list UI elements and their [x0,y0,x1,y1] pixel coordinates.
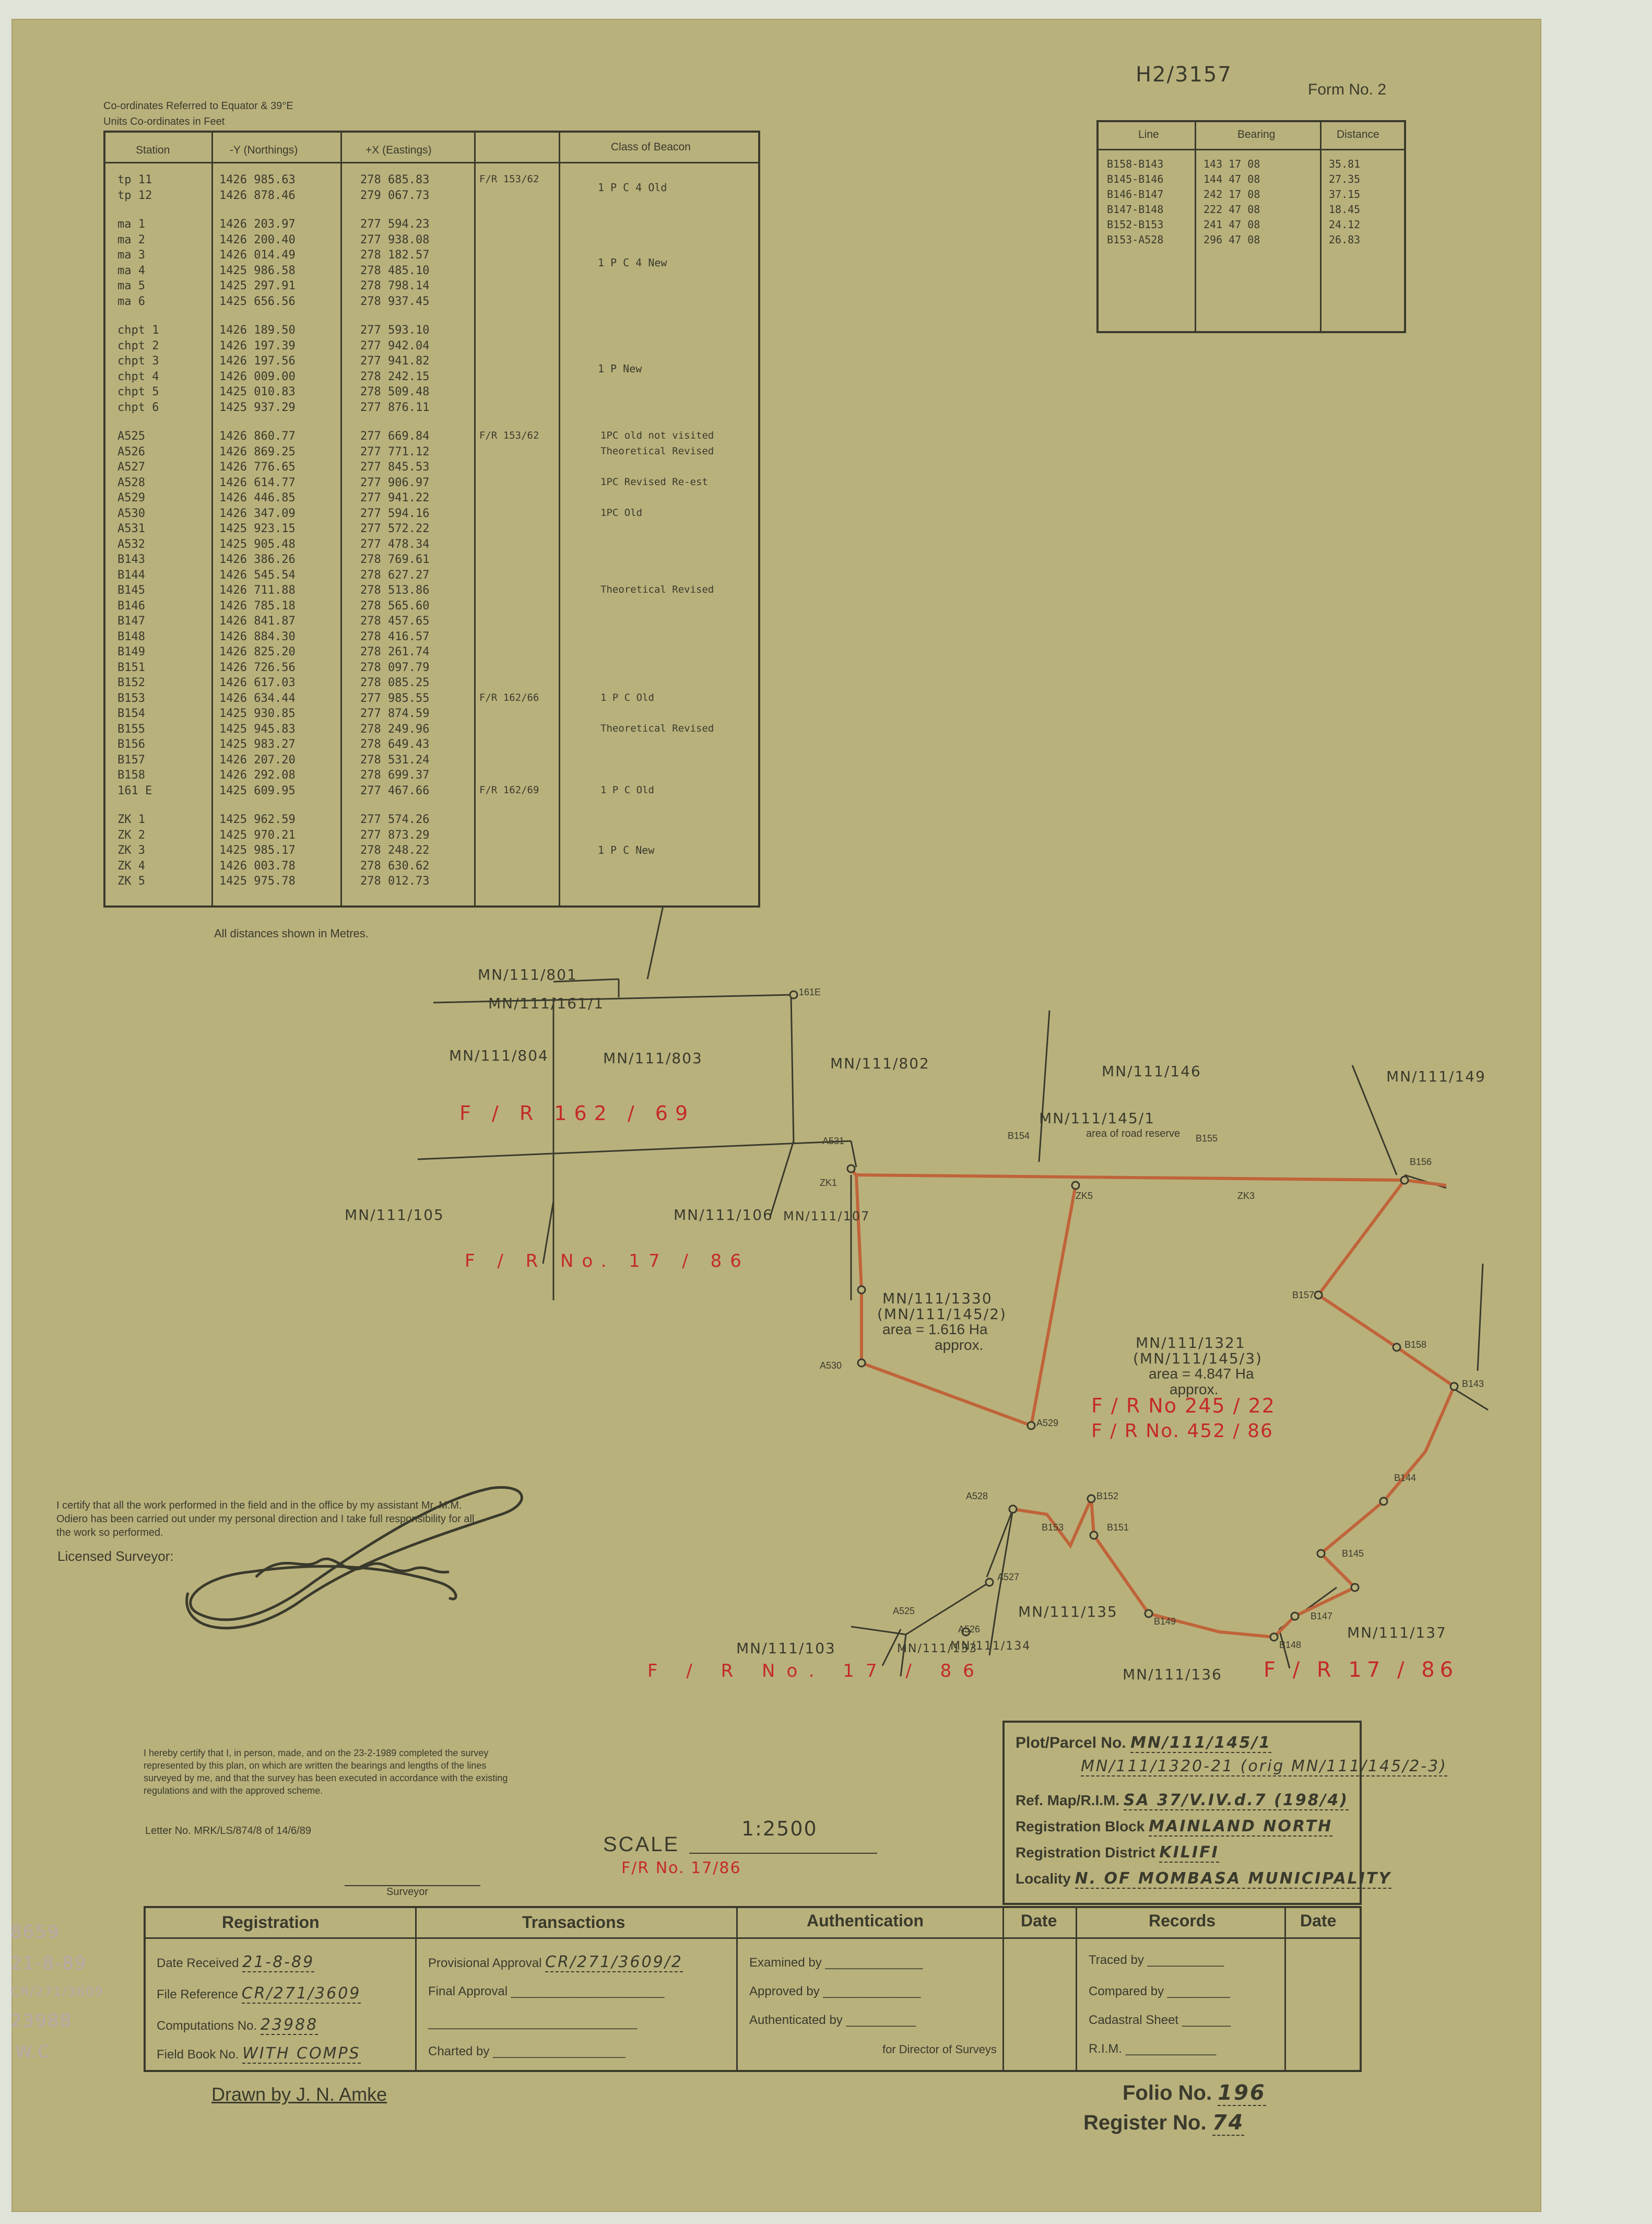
station-cell: ZK 1 [117,813,145,826]
station-cell: B149 [117,645,145,658]
easting-cell: 278 509.48 [360,385,430,398]
date-title-2: Date [1300,1911,1337,1930]
parcel-label: MN/111/804 [449,1047,549,1064]
station-cell: ZK 2 [117,829,145,842]
station-cell: ma 5 [117,279,145,292]
col-header-class: Class of Beacon [611,141,691,153]
station-cell: 161 E [117,784,152,797]
parcel-label: MN/111/1321 [1136,1334,1246,1351]
beacon-label: A528 [966,1491,988,1501]
charted-by-row: Charted by ___________________ [428,2044,626,2058]
easting-cell: 277 941.82 [360,355,430,368]
station-cell: ma 4 [117,264,145,277]
station-cell: A527 [117,461,145,474]
reference-cell: F/R 153/62 [479,173,539,185]
parcel-label: MN/111/136 [1123,1666,1222,1683]
beacon-label: ZK1 [820,1178,837,1188]
beacon-label: ZK3 [1237,1191,1255,1201]
fr-label: F / R No. 17 / 86 [465,1251,750,1272]
final-approval-row: Final Approval ______________________ [428,1984,665,1998]
area-label: area = 4.847 Ha [1149,1366,1254,1382]
beacon-label: A526 [958,1624,981,1634]
distance-cell: 26.83 [1329,233,1361,246]
easting-cell: 277 938.08 [360,233,430,246]
northing-cell: 1425 985.17 [219,844,296,857]
easting-cell: 278 649.43 [360,738,430,751]
parcel-label: MN/111/134 [950,1640,1031,1653]
easting-cell: 277 594.16 [360,507,430,520]
plot-parcel-row2: MN/111/1320-21 (orig MN/111/145/2-3) [1081,1757,1447,1775]
approx-label: approx. [1170,1381,1219,1397]
parcel-label: MN/111/135 [1018,1603,1118,1620]
beacon-class-cell: 1 P C New [598,844,655,856]
beacon-label: B155 [1196,1133,1218,1144]
beacon-class-cell: Theoretical Revised [600,723,714,734]
bearing-cell: 222 47 08 [1203,203,1260,216]
station-cell: B143 [117,553,145,566]
beacon-label: A531 [822,1136,845,1146]
easting-cell: 277 771.12 [360,445,430,458]
plot-parcel-row: Plot/Parcel No. MN/111/145/1 [1016,1734,1272,1752]
distance-cell: 18.45 [1329,203,1361,216]
col-header-eastings: +X (Eastings) [365,144,432,156]
northing-cell: 1426 985.63 [219,173,296,186]
line-cell: B158-B143 [1107,158,1164,170]
station-cell: B152 [117,676,145,689]
line-cell: B145-B146 [1107,173,1164,185]
folio-number-row: Folio No. 196 [1123,2081,1266,2105]
beacon-label: B143 [1462,1379,1484,1389]
beacon-class-cell: 1PC Revised Re-est [600,476,708,488]
northing-cell: 1425 983.27 [219,738,296,751]
distance-cell: 37.15 [1329,188,1361,201]
station-cell: B154 [117,707,145,720]
station-cell: ZK 3 [117,844,145,857]
northing-cell: 1426 869.25 [219,445,296,458]
authentication-title: Authentication [807,1911,924,1930]
beacon-label: B149 [1154,1616,1176,1627]
northing-cell: 1426 292.08 [219,769,296,782]
easting-cell: 278 769.61 [360,553,430,566]
table-rule [1076,1906,1077,2070]
station-cell: B153 [117,692,145,705]
station-cell: ZK 5 [117,875,145,888]
northing-cell: 1425 937.29 [219,401,296,414]
northing-cell: 1425 905.48 [219,538,296,551]
parcel-label: MN/111/801 [478,966,577,983]
fr-label: F / R No. 17 / 86 [647,1661,986,1681]
examined-by-row: Examined by ______________ [749,1956,923,1970]
beacon-label: B152 [1096,1491,1119,1501]
table-rule [415,1906,417,2070]
line-cell: B146-B147 [1107,188,1164,201]
surveyor-certificate: I certify that all the work performed in the field and in the office by my assistant Mr. M.M. Odiero has been carried out under my personal direction and I take full responsibility for all the work so performed. [56,1500,475,1538]
easting-cell: 278 457.65 [360,615,430,628]
margin-note: 21-8-89 [10,1953,87,1974]
margin-note: CR/271/3609 [10,1984,104,1999]
beacon-class-cell: 1 P New [598,362,642,375]
ref-map-row: Ref. Map/R.I.M. SA 37/V.IV.d.7 (198/4) [1016,1791,1349,1809]
beacon-class-cell: 1PC old not visited [600,430,714,441]
surveyor-signature [167,1473,533,1650]
parcel-label: MN/111/1330 [882,1290,993,1307]
station-cell: A530 [117,507,145,520]
easting-cell: 278 085.25 [360,676,430,689]
margin-note: 23988 [10,2010,73,2031]
northing-cell: 1426 545.54 [219,569,296,582]
approved-by-row: Approved by ______________ [749,1984,921,1998]
fr-label: F / R No 245 / 22 [1091,1394,1276,1417]
beacon-label: 161E [799,987,821,997]
easting-cell: 277 669.84 [360,430,430,443]
bearing-cell: 143 17 08 [1203,158,1260,170]
northing-cell: 1425 945.83 [219,723,296,736]
northing-cell: 1426 878.46 [219,189,296,202]
northing-cell: 1426 003.78 [219,860,296,873]
computations-row: Computations No. 23988 [157,2016,318,2034]
table-rule [736,1906,738,2070]
easting-cell: 279 067.73 [360,189,430,202]
road-reserve-note: area of road reserve [1086,1128,1181,1139]
northing-cell: 1425 297.91 [219,279,296,292]
beacon-label: B151 [1107,1522,1129,1533]
beacon-label: B154 [1008,1131,1030,1141]
beacon-class-cell: Theoretical Revised [600,584,714,595]
station-cell: B144 [117,569,145,582]
easting-cell: 278 249.96 [360,723,430,736]
col-header-station: Station [136,144,170,156]
northing-cell: 1426 711.88 [219,584,296,597]
easting-cell: 278 565.60 [360,599,430,613]
line-cell: B147-B148 [1107,203,1164,216]
field-book-row: Field Book No. WITH COMPS [157,2044,361,2063]
northing-cell: 1426 197.56 [219,355,296,368]
scale-value: 1:2500 [741,1817,818,1840]
easting-cell: 277 593.10 [360,324,430,337]
col-header-northings: -Y (Northings) [230,144,298,156]
date-received-row: Date Received 21-8-89 [157,1953,315,1971]
scale-fr: F/R No. 17/86 [621,1859,741,1877]
station-cell: A532 [117,538,145,551]
station-cell: B145 [117,584,145,597]
easting-cell: 278 242.15 [360,370,430,383]
easting-cell: 278 248.22 [360,844,430,857]
station-cell: ma 6 [117,295,145,308]
beacon-label: B153 [1042,1522,1064,1533]
easting-cell: 278 531.24 [360,754,430,767]
provisional-approval-row: Provisional Approval CR/271/3609/2 [428,1953,683,1971]
easting-cell: 277 572.22 [360,522,430,535]
parcel-label: MN/111/802 [830,1055,930,1072]
station-cell: ma 1 [117,218,145,231]
approx-label: approx. [935,1337,984,1353]
northing-cell: 1426 014.49 [219,249,296,262]
station-cell: ZK 4 [117,860,145,873]
register-number-row: Register No. 74 [1083,2111,1245,2135]
traced-by-row: Traced by ___________ [1089,1953,1224,1967]
drawn-by: Drawn by J. N. Amke [211,2084,387,2105]
station-cell: A529 [117,491,145,504]
parcel-label: MN/111/133 [897,1642,978,1655]
beacon-label: A527 [997,1572,1020,1582]
easting-cell: 277 467.66 [360,784,430,797]
northing-cell: 1425 986.58 [219,264,296,277]
station-cell: B157 [117,754,145,767]
authenticated-by-row: Authenticated by __________ [749,2013,916,2027]
station-cell: B155 [117,723,145,736]
distance-cell: 35.81 [1329,158,1361,170]
fr-label: F / R 17 / 86 [1264,1658,1459,1682]
station-cell: chpt 2 [117,339,159,352]
easting-cell: 278 630.62 [360,860,430,873]
northing-cell: 1426 347.09 [219,507,296,520]
station-cell: B156 [117,738,145,751]
beacon-class-cell: 1 P C Old [600,784,654,796]
beacon-label: A525 [893,1606,915,1616]
northing-cell: 1426 197.39 [219,339,296,352]
station-cell: A528 [117,476,145,489]
rim-row: R.I.M. _____________ [1089,2042,1217,2056]
station-cell: tp 11 [117,173,152,186]
easting-cell: 278 182.57 [360,249,430,262]
parcel-label: MN/111/145/1 [1039,1110,1155,1127]
beacon-label: A529 [1036,1418,1059,1428]
station-cell: ma 2 [117,233,145,246]
station-cell: A526 [117,445,145,458]
registration-block-row: Registration Block MAINLAND NORTH [1016,1817,1333,1835]
parcel-label: MN/111/161/1 [488,995,605,1012]
easting-cell: 277 906.97 [360,476,430,489]
records-title: Records [1149,1911,1216,1930]
station-cell: chpt 6 [117,401,159,414]
northing-cell: 1425 010.83 [219,385,296,398]
easting-cell: 277 574.26 [360,813,430,826]
beacon-label: B148 [1279,1640,1302,1650]
easting-cell: 278 097.79 [360,661,430,674]
surveyor-caption: Surveyor [386,1886,429,1898]
northing-cell: 1425 962.59 [219,813,296,826]
beacon-class-cell: Theoretical Revised [600,445,714,457]
fr-label: F / R No. 452 / 86 [1091,1420,1273,1442]
registration-district-row: Registration District KILIFI [1016,1843,1219,1862]
station-cell: B146 [117,599,145,613]
director-caption: for Director of Surveys [882,2043,997,2056]
lines-header-distance: Distance [1337,128,1379,140]
northing-cell: 1425 975.78 [219,875,296,888]
northing-cell: 1425 970.21 [219,829,296,842]
station-cell: chpt 5 [117,385,159,398]
cadastral-sheet-row: Cadastral Sheet _______ [1089,2013,1231,2027]
easting-cell: 278 416.57 [360,630,430,643]
reference-cell: F/R 153/62 [479,430,539,441]
northing-cell: 1425 930.85 [219,707,296,720]
letter-number: Letter No. MRK/LS/874/8 of 14/6/89 [145,1825,311,1837]
table-rule [1002,1906,1004,2070]
table-rule [1284,1906,1286,2070]
station-cell: A525 [117,430,145,443]
date-title: Date [1021,1911,1057,1930]
reference-cell: F/R 162/66 [479,692,539,703]
beacon-label: ZK5 [1076,1191,1093,1201]
northing-cell: 1426 009.00 [219,370,296,383]
licensed-surveyor-label: Licensed Surveyor: [57,1548,174,1564]
bearing-cell: 296 47 08 [1203,233,1260,246]
bearing-cell: 144 47 08 [1203,173,1260,185]
station-cell: B148 [117,630,145,643]
registration-title: Registration [222,1913,320,1932]
fr-label: F / R 162 / 69 [459,1102,695,1125]
easting-cell: 277 942.04 [360,339,430,352]
distances-note: All distances shown in Metres. [214,927,369,940]
station-cell: chpt 3 [117,355,159,368]
scale-label: SCALE [603,1833,680,1856]
northing-cell: 1425 609.95 [219,784,296,797]
bearing-cell: 242 17 08 [1203,188,1260,201]
beacon-label: A530 [820,1360,842,1371]
transactions-title: Transactions [522,1913,626,1932]
northing-cell: 1426 825.20 [219,645,296,658]
table-header-rule [144,1937,1360,1939]
northing-cell: 1426 386.26 [219,553,296,566]
compared-by-row: Compared by _________ [1089,1984,1230,1998]
northing-cell: 1426 776.65 [219,461,296,474]
northing-cell: 1426 785.18 [219,599,296,613]
beacon-class-cell: 1PC Old [600,507,643,519]
locality-row: Locality N. OF MOMBASA MUNICIPALITY [1016,1869,1392,1888]
distance-cell: 24.12 [1329,218,1361,231]
form-label: Form No. 2 [1308,81,1387,98]
parcel-label: MN/111/803 [603,1050,703,1067]
station-cell: ma 3 [117,249,145,262]
parcel-label: MN/111/105 [345,1206,444,1223]
margin-note: W.C [16,2042,51,2062]
beacon-label: B147 [1311,1611,1333,1621]
station-cell: tp 12 [117,189,152,202]
easting-cell: 277 874.59 [360,707,430,720]
easting-cell: 278 012.73 [360,875,430,888]
northing-cell: 1425 923.15 [219,522,296,535]
margin-note: 8659 [10,1922,60,1943]
parcel-label: (MN/111/145/2) [877,1305,1007,1323]
northing-cell: 1426 203.97 [219,218,296,231]
parcel-label: MN/111/146 [1102,1063,1201,1080]
easting-cell: 278 485.10 [360,264,430,277]
blank-row: ______________________________ [428,2016,638,2030]
easting-cell: 277 941.22 [360,491,430,504]
beacon-label: B158 [1405,1339,1427,1350]
beacon-label: B144 [1394,1473,1417,1483]
northing-cell: 1426 634.44 [219,692,296,705]
easting-cell: 278 261.74 [360,645,430,658]
survey-completion-certificate: I hereby certify that I, in person, made, and on the 23-2-1989 completed the survey represented by this plan, on which are written the bearings and lengths of the lines surveyed by me, and that the survey has been executed in accordance with the existing regulations and with the approved scheme. [144,1748,508,1796]
northing-cell: 1426 614.77 [219,476,296,489]
station-cell: A531 [117,522,145,535]
lines-header-bearing: Bearing [1237,128,1276,140]
easting-cell: 277 845.53 [360,461,430,474]
northing-cell: 1426 446.85 [219,491,296,504]
easting-cell: 278 513.86 [360,584,430,597]
line-cell: B152-B153 [1107,218,1164,231]
easting-cell: 277 594.23 [360,218,430,231]
plan-reference-number: H2/3157 [1136,63,1232,87]
easting-cell: 278 685.83 [360,173,430,186]
file-reference-row: File Reference CR/271/3609 [157,1984,361,2003]
parcel-label: MN/111/106 [674,1206,773,1223]
northing-cell: 1426 860.77 [219,430,296,443]
line-cell: B153-A528 [1107,233,1164,246]
parcel-label: MN/111/149 [1386,1068,1486,1085]
bearing-cell: 241 47 08 [1203,218,1260,231]
parcel-label: MN/111/103 [736,1640,836,1657]
parcel-label: MN/111/137 [1347,1624,1447,1641]
beacon-label: B145 [1342,1548,1364,1559]
coord-note-2: Units Co-ordinates in Feet [103,116,225,127]
scale-line [689,1853,877,1854]
reference-cell: F/R 162/69 [479,784,539,796]
station-cell: B147 [117,615,145,628]
station-cell: chpt 4 [117,370,159,383]
parcel-label: MN/111/107 [783,1209,870,1223]
beacon-class-cell: 1 P C Old [600,692,654,703]
northing-cell: 1426 617.03 [219,676,296,689]
northing-cell: 1426 200.40 [219,233,296,246]
parcel-label: (MN/111/145/3) [1133,1350,1262,1367]
distance-cell: 27.35 [1329,173,1361,185]
northing-cell: 1426 841.87 [219,615,296,628]
beacon-class-cell: 1 P C 4 New [598,256,667,269]
beacon-label: B156 [1410,1157,1432,1167]
easting-cell: 278 937.45 [360,295,430,308]
area-label: area = 1.616 Ha [882,1321,988,1337]
beacon-class-cell: 1 P C 4 Old [598,181,667,194]
northing-cell: 1426 189.50 [219,324,296,337]
northing-cell: 1426 207.20 [219,754,296,767]
easting-cell: 277 876.11 [360,401,430,414]
easting-cell: 278 699.37 [360,769,430,782]
station-cell: B158 [117,769,145,782]
easting-cell: 277 873.29 [360,829,430,842]
northing-cell: 1425 656.56 [219,295,296,308]
station-cell: chpt 1 [117,324,159,337]
easting-cell: 277 985.55 [360,692,430,705]
station-cell: B151 [117,661,145,674]
easting-cell: 278 798.14 [360,279,430,292]
easting-cell: 278 627.27 [360,569,430,582]
northing-cell: 1426 884.30 [219,630,296,643]
coord-note-1: Co-ordinates Referred to Equator & 39°E [103,100,293,112]
beacon-label: B157 [1292,1290,1315,1300]
northing-cell: 1426 726.56 [219,661,296,674]
easting-cell: 277 478.34 [360,538,430,551]
lines-header-line: Line [1138,128,1159,140]
